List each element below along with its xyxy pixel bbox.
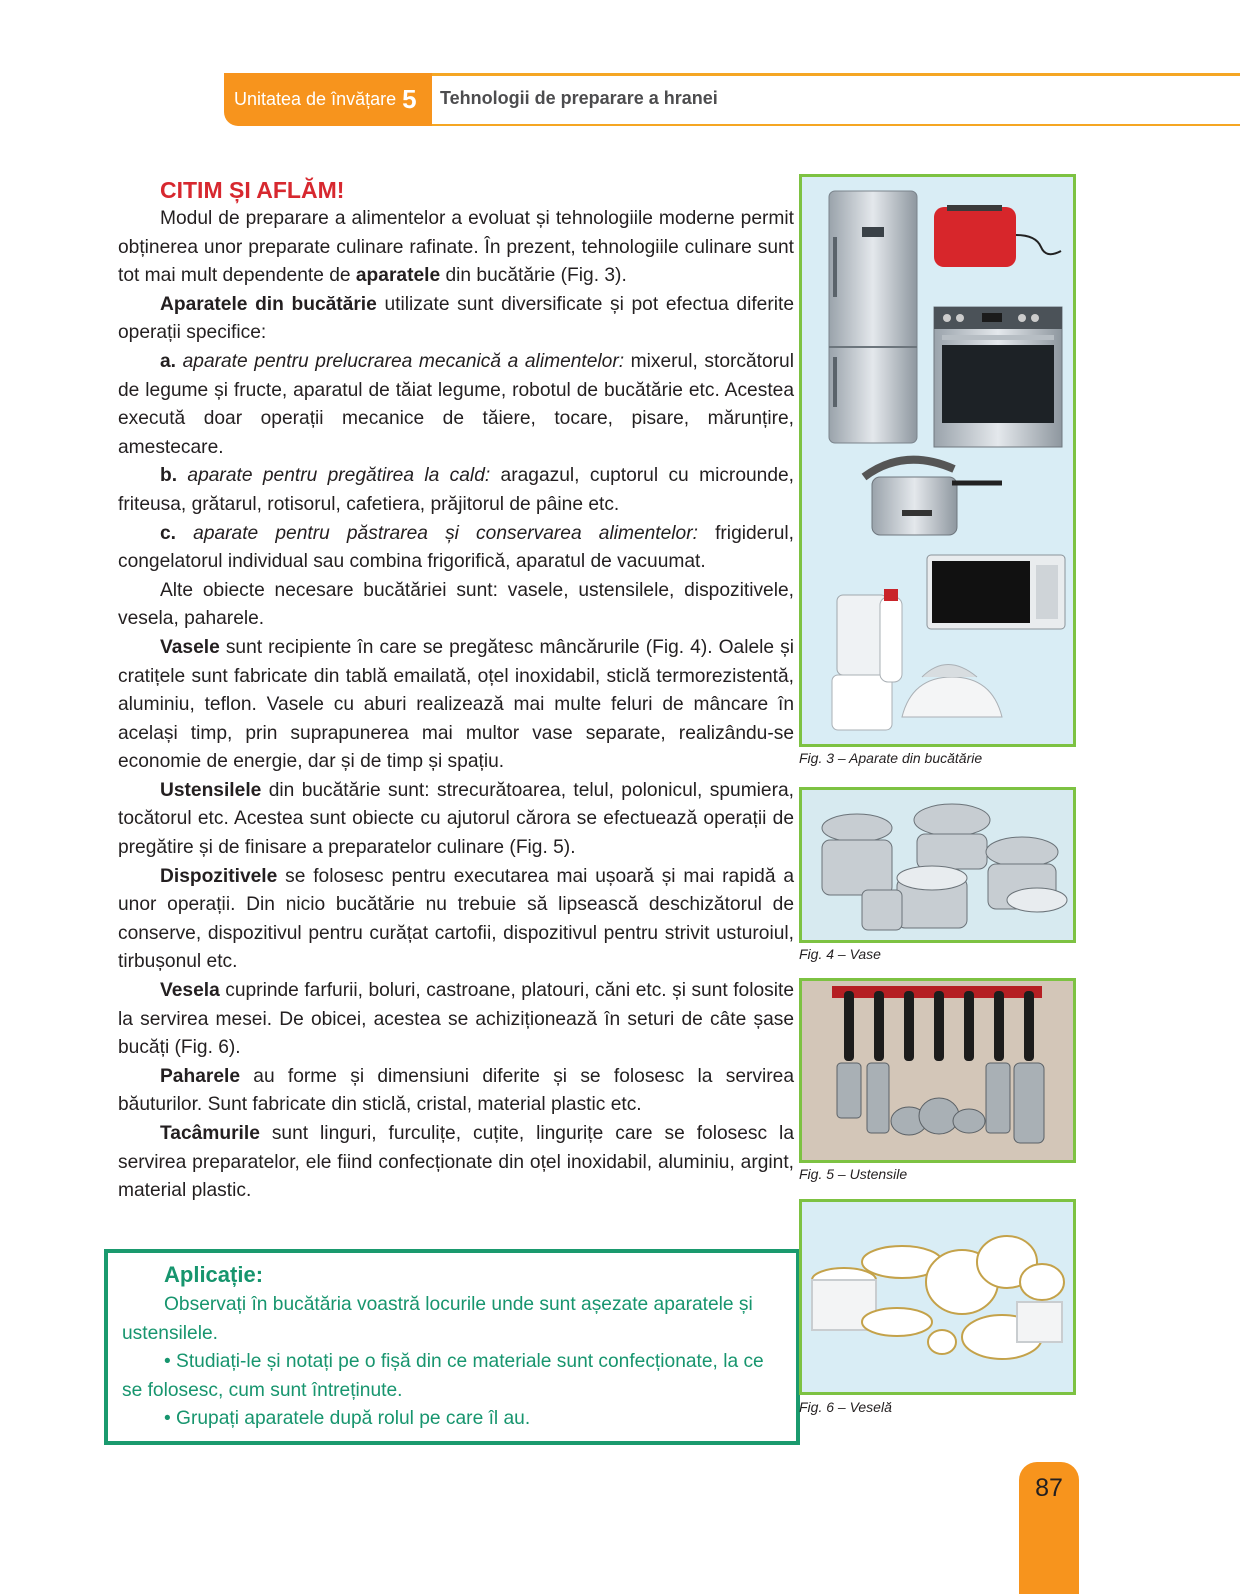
paragraph-c: c. aparate pentru păstrarea și conservarea alimentelor: frigiderul, congelatorul individual sau combina frigorifică, aparatul de vacuumat. [118, 522, 794, 573]
appliances-illustration [802, 177, 1073, 744]
dishes-illustration [802, 1202, 1073, 1392]
paragraph-intro: Modul de preparare a alimentelor a evoluat și tehnologiile moderne permit obținerea unor preparate culinare rafinate. În prezent, tehnologiile culinare sunt tot mai mult dependente de aparatele din bucătărie (Fig. 3). [118, 208, 794, 287]
figure-utensils [799, 978, 1076, 1163]
paragraph-dispozitive: Dispozitivele se folosesc pentru executarea mai ușoară și mai rapidă a unor operații. Din nicio bucătărie nu trebuie să lipsească deschizătorul de conserve, dispozitivul pentru curățat cartofii, dispozitivul pentru strivit usturoiul, tirbușonul etc. [118, 865, 794, 973]
figure-pots [799, 787, 1076, 943]
paragraph-vase: Vasele sunt recipiente în care se pregătesc mâncărurile (Fig. 4). Oalele și cratițele sunt fabricate din tablă emailată, oțel inoxidabil, sticlă termorezistentă, aluminiu, teflon. Vasele cu aburi realizează mai multe feluri de mâncare în același timp, prin suprapunerea mai multor vase separate, realizându-se economie de energie, dar și de timp și spațiu. [118, 636, 794, 773]
oven-icon [934, 307, 1062, 447]
toaster-icon [934, 205, 1061, 267]
page-number-tab [1019, 1462, 1079, 1594]
microwave-icon [927, 555, 1065, 629]
unit-tab [224, 73, 432, 126]
plate-icon [812, 1236, 1064, 1359]
paragraph-ustensile: Ustensilele din bucătărie sunt: strecurătoarea, telul, polonicul, spumiera, tocătorul etc. Acestea sunt obiecte cu ajutorul cărora se efectuează operații de pregătire și de finisare a preparatelor culinare (Fig. 5). [118, 779, 794, 859]
utensils-illustration [802, 981, 1073, 1160]
paragraph-tacamurile: Tacâmurile sunt linguri, furculițe, cuțite, lingurițe care se folosesc la servirea preparatelor, ele fiind confecționate din oțel inoxidabil, aluminiu, argint, material plastic. [118, 1123, 794, 1202]
header-underline [432, 124, 1240, 126]
application-line-3: • Grupați aparatele după rolul pe care îl au. [164, 1408, 531, 1430]
paragraph-a: a. aparate pentru prelucrarea mecanică a alimentelor: mixerul, storcătorul de legume și fructe, aparatul de tăiat legume, robotul de bucătărie etc. Acestea execută doar operații mecanice de tăiere, tocare, pisare, mărunțire, amestecare. [118, 350, 794, 458]
utensil-icon [844, 991, 1034, 1061]
fryer-icon [864, 460, 1002, 535]
fridge-icon [829, 191, 917, 443]
figure-dishes [799, 1199, 1076, 1395]
section-title: CITIM ȘI AFLĂM! [160, 177, 345, 203]
application-box [104, 1249, 800, 1445]
paragraph-paharele: Paharele au forme și dimensiuni diferite și se folosesc la servirea băuturilor. Sunt fabricate din sticlă, cristal, material plastic etc. [118, 1065, 794, 1116]
caption-fig5: Fig. 5 – Ustensile [799, 1166, 908, 1182]
caption-fig4: Fig. 4 – Vase [799, 946, 881, 962]
page-number: 87 [1035, 1474, 1063, 1502]
unit-title: Tehnologii de preparare a hranei [440, 88, 718, 108]
paragraph-alte-obiecte: Alte obiecte necesare bucătăriei sunt: vasele, ustensilele, dispozitivele, vesela, paharele. [118, 579, 794, 630]
caption-fig3: Fig. 3 – Aparate din bucătărie [799, 750, 983, 766]
application-title: Aplicație: [164, 1262, 264, 1287]
figure-appliances [799, 174, 1076, 747]
caption-fig6: Fig. 6 – Veselă [799, 1399, 892, 1415]
paragraph-b: b. aparate pentru pregătirea la cald: aragazul, cuptorul cu microunde, friteusa, grătarul, rotisorul, cafetiera, prăjitorul de pâine etc. [118, 465, 795, 515]
unit-number: 5 [402, 84, 417, 114]
paragraph-vesela: Vesela cuprinde farfurii, boluri, castroane, platouri, căni etc. și sunt folosite la servirea mesei. De obicei, acestea se achiziționează în seturi de câte șase bucăți (Fig. 6). [118, 980, 794, 1059]
paragraph-aparate: Aparatele din bucătărie utilizate sunt diversificate și pot efectua diferite operații specifice: [118, 293, 794, 344]
pot-icon [822, 804, 1067, 930]
pots-illustration [802, 790, 1073, 940]
application-line-2: • Studiați-le și notați pe o fișă din ce materiale sunt confecționate, la ce se folosesc, cum sunt întreținute. [122, 1351, 764, 1401]
main-text [118, 175, 794, 1206]
application-line-1: Observați în bucătăria voastră locurile unde sunt așezate aparatele și ustensilele. [122, 1294, 753, 1344]
unit-label: Unitatea de învățare [234, 89, 397, 109]
